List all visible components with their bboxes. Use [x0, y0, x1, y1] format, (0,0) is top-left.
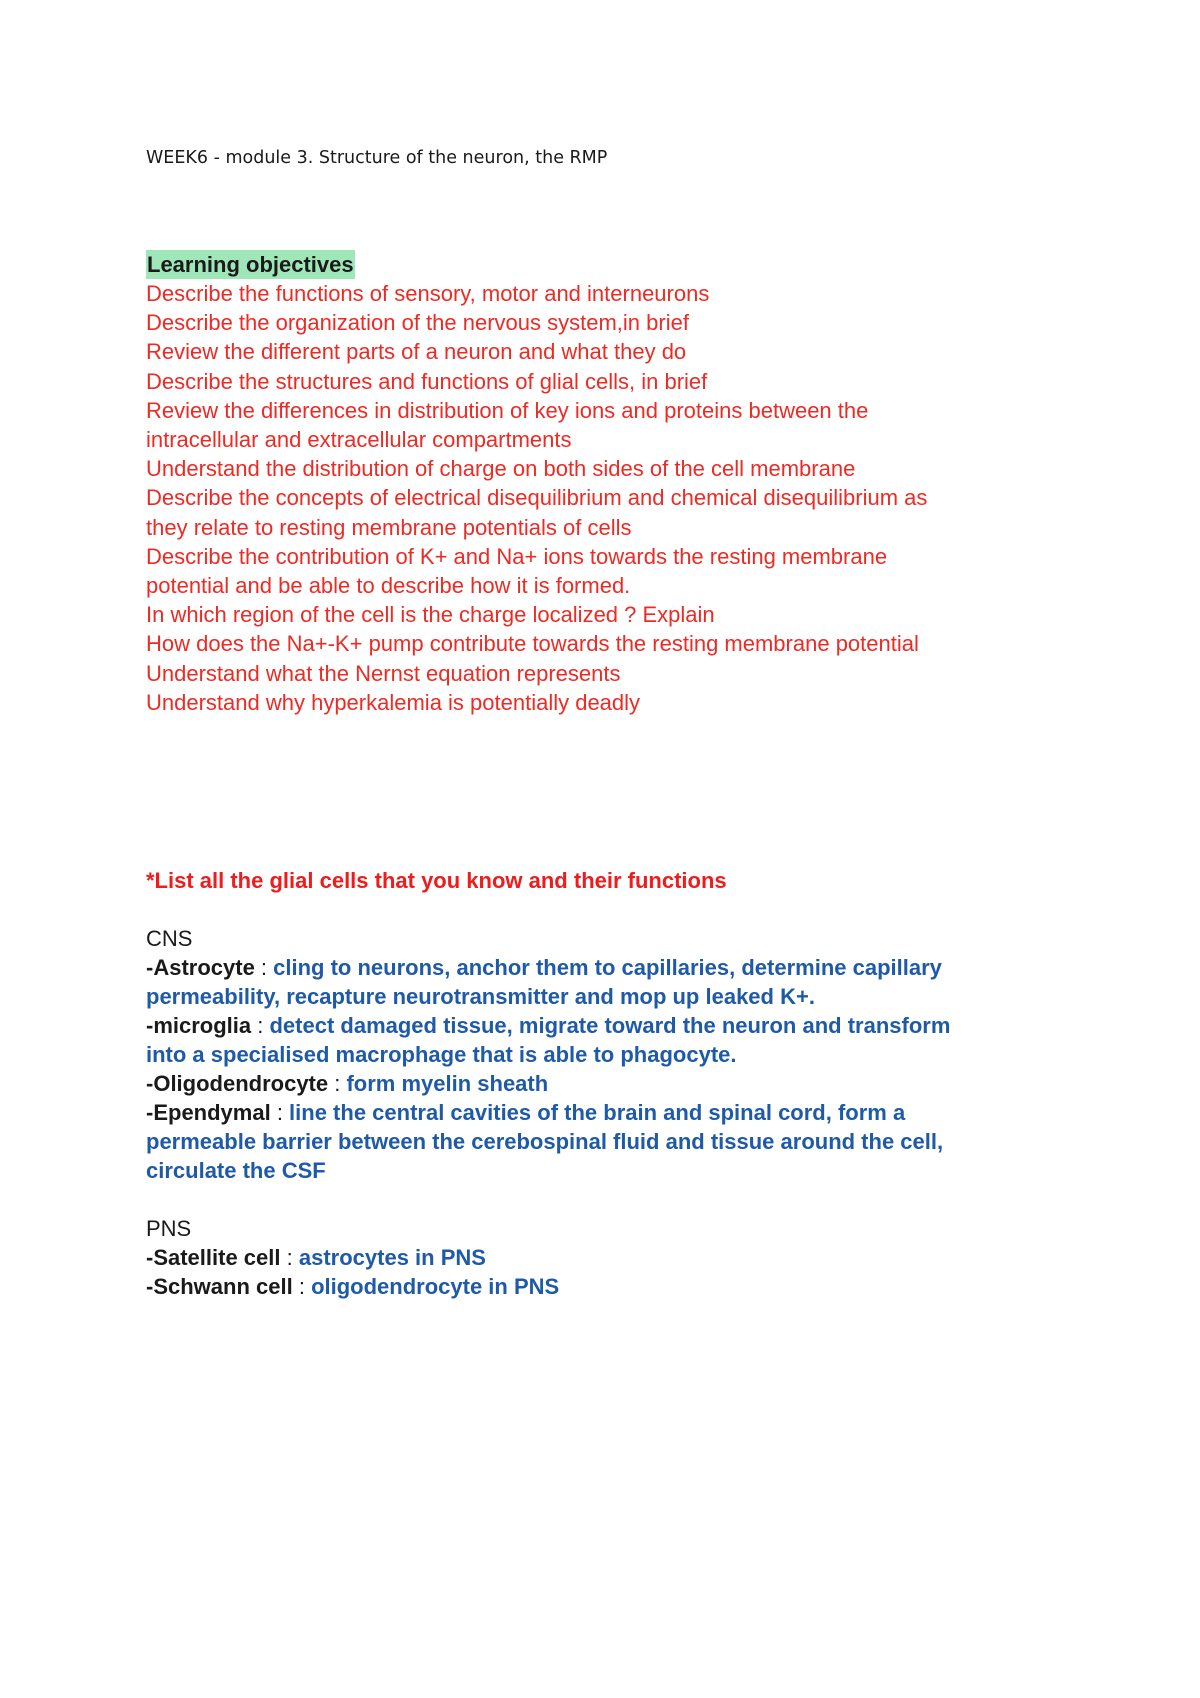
learning-objectives-heading: Learning objectives — [147, 252, 354, 277]
objective-line: How does the Na+-K+ pump contribute towards the resting membrane potential — [146, 631, 919, 657]
ependymal-entry — [146, 1098, 1106, 1127]
objective-line: Describe the organization of the nervous system,in brief — [146, 310, 689, 336]
objective-line: Review the different parts of a neuron and what they do — [146, 339, 687, 365]
objective-line: Describe the contribution of K+ and Na+ ions towards the resting membrane — [146, 543, 888, 569]
astrocyte-entry — [146, 953, 1106, 982]
objective-line: intracellular and extracellular compartments — [146, 427, 572, 453]
astrocyte-separator: : — [254, 955, 274, 980]
ependymal-function-continued: permeable barrier between the cerebospinal fluid and tissue around the cell, — [146, 1129, 944, 1154]
microglia-separator: : — [251, 1013, 270, 1038]
oligodendrocyte-name: -Oligodendrocyte — [146, 1071, 329, 1096]
objective-line: Describe the concepts of electrical disequilibrium and chemical disequilibrium as — [146, 485, 928, 511]
microglia-function-continued: into a specialised macrophage that is able to phagocyte. — [146, 1042, 737, 1067]
satellite-cell-name: -Satellite cell — [146, 1245, 281, 1270]
schwann-cell-separator: : — [292, 1274, 312, 1299]
glial-cells-section — [146, 866, 1106, 1301]
astrocyte-name: -Astrocyte — [146, 955, 255, 980]
schwann-cell-entry — [146, 1272, 1106, 1301]
oligodendrocyte-entry — [146, 1069, 1106, 1098]
learning-objectives-list — [146, 279, 1046, 717]
astrocyte-entry-continued — [146, 982, 1106, 1011]
section-spacer — [146, 1185, 1106, 1214]
ependymal-entry-continued — [146, 1127, 1106, 1156]
objective-line: potential and be able to describe how it is formed. — [146, 573, 631, 599]
oligodendrocyte-function: form myelin sheath — [346, 1071, 549, 1096]
document-title: WEEK6 - module 3. Structure of the neuron, the RMP — [146, 148, 608, 168]
pns-label: PNS — [146, 1216, 192, 1241]
microglia-name: -microglia — [146, 1013, 252, 1038]
astrocyte-function: cling to neurons, anchor them to capillaries, determine capillary — [273, 955, 942, 980]
glial-question: *List all the glial cells that you know and their functions — [146, 868, 727, 893]
ependymal-function-continued: circulate the CSF — [146, 1158, 326, 1183]
objective-line: Understand what the Nernst equation represents — [146, 660, 621, 686]
microglia-entry — [146, 1011, 1106, 1040]
schwann-cell-name: -Schwann cell — [146, 1274, 293, 1299]
ependymal-function: line the central cavities of the brain and spinal cord, form a — [289, 1100, 906, 1125]
schwann-cell-function: oligodendrocyte in PNS — [311, 1274, 560, 1299]
ependymal-separator: : — [270, 1100, 290, 1125]
microglia-entry-continued — [146, 1040, 1106, 1069]
ependymal-entry-continued — [146, 1156, 1106, 1185]
satellite-cell-function: astrocytes in PNS — [298, 1245, 486, 1270]
satellite-cell-separator: : — [280, 1245, 299, 1270]
objective-line: Review the differences in distribution of key ions and proteins between the — [146, 397, 869, 423]
satellite-cell-entry — [146, 1243, 1106, 1272]
oligodendrocyte-separator: : — [328, 1071, 347, 1096]
cns-label: CNS — [146, 926, 193, 951]
objective-line: Understand the distribution of charge on both sides of the cell membrane — [146, 456, 856, 482]
objective-line: Understand why hyperkalemia is potentially deadly — [146, 689, 641, 715]
astrocyte-function-continued: permeability, recapture neurotransmitter and mop up leaked K+. — [146, 984, 815, 1009]
objective-line: Describe the structures and functions of glial cells, in brief — [146, 368, 708, 394]
learning-objectives-section — [146, 250, 1046, 717]
objective-line: In which region of the cell is the charge localized ? Explain — [146, 602, 715, 628]
ependymal-name: -Ependymal — [146, 1100, 271, 1125]
microglia-function: detect damaged tissue, migrate toward the neuron and transform — [269, 1013, 951, 1038]
objective-line: Describe the functions of sensory, motor and interneurons — [146, 281, 710, 306]
objective-line: they relate to resting membrane potentials of cells — [146, 514, 632, 540]
